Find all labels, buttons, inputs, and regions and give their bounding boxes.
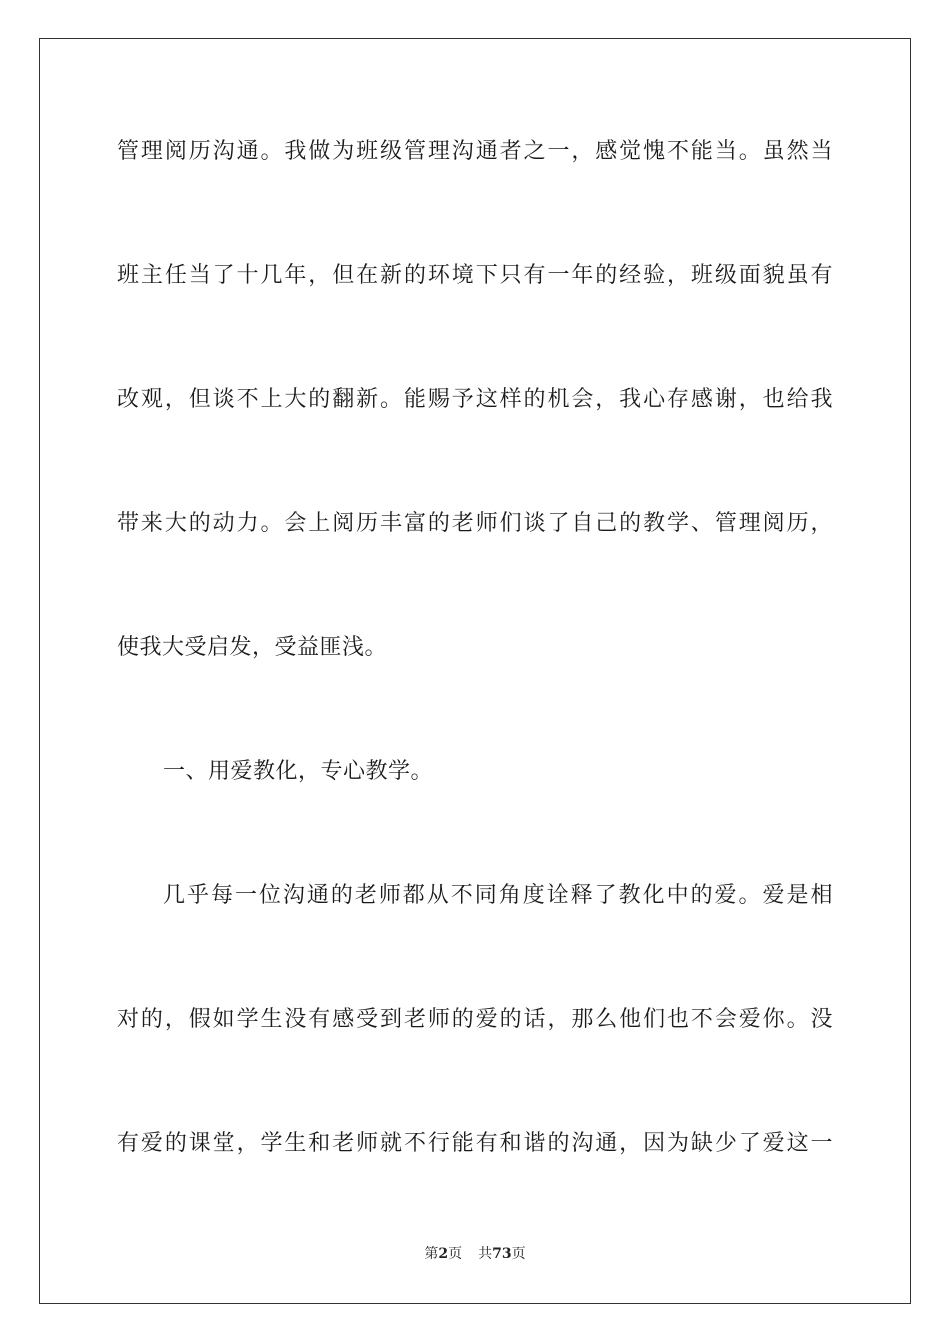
- body-line-5: 使我大受启发，受益匪浅。: [117, 635, 388, 660]
- body-line-7: 几乎每一位沟通的老师都从不同角度诠释了教化中的爱。爱是相: [163, 883, 833, 908]
- total-suffix: 页: [511, 1246, 526, 1262]
- page-footer: [0, 1244, 950, 1264]
- body-line-8: 对的，假如学生没有感受到老师的爱的话，那么他们也不会爱你。没: [117, 1007, 833, 1032]
- body-line-4: 带来大的动力。会上阅历丰富的老师们谈了自己的教学、管理阅历，: [117, 511, 833, 536]
- page-total: 73: [492, 1246, 512, 1262]
- page-suffix: 页: [448, 1246, 463, 1262]
- total-prefix: 共: [478, 1246, 493, 1262]
- body-line-9: 有爱的课堂，学生和老师就不行能有和谐的沟通，因为缺少了爱这一: [117, 1131, 833, 1156]
- page-current: 2: [438, 1246, 449, 1262]
- body-line-1: 管理阅历沟通。我做为班级管理沟通者之一，感觉愧不能当。虽然当: [117, 139, 833, 164]
- page-prefix: 第: [424, 1246, 439, 1262]
- body-line-3: 改观，但谈不上大的翻新。能赐予这样的机会，我心存感谢，也给我: [117, 387, 833, 412]
- body-line-2: 班主任当了十几年，但在新的环境下只有一年的经验，班级面貌虽有: [117, 263, 833, 288]
- section-heading: 一、用爱教化，专心教学。: [163, 759, 434, 784]
- page-frame: [39, 38, 911, 1304]
